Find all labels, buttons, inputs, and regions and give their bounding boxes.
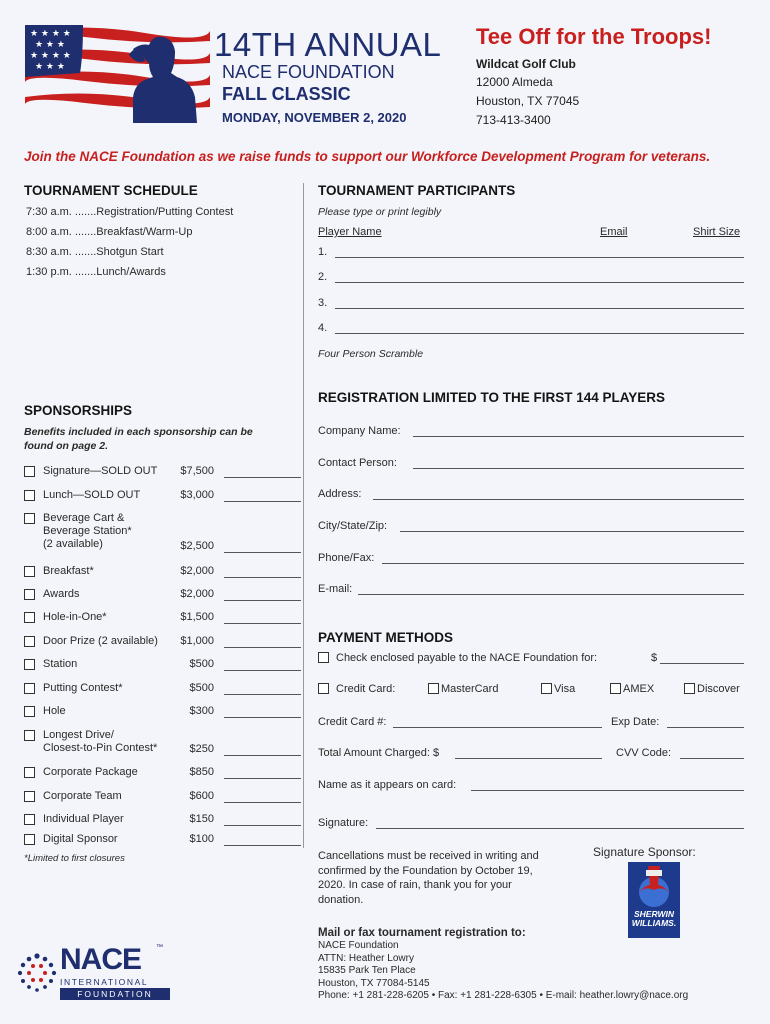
- schedule-item: 8:30 a.m. .......Shotgun Start: [26, 246, 164, 258]
- sponsorship-name: Station: [43, 658, 78, 670]
- visa-checkbox[interactable]: [541, 683, 552, 694]
- sponsorship-option[interactable]: [24, 790, 304, 804]
- player-entry-line[interactable]: [335, 257, 744, 258]
- sponsorship-option[interactable]: [24, 635, 304, 649]
- discover-label: Discover: [697, 683, 740, 695]
- credit-card-label: Credit Card:: [336, 683, 396, 695]
- sponsorship-option[interactable]: [24, 512, 304, 554]
- sponsorship-checkbox[interactable]: [24, 814, 35, 825]
- sponsorship-option[interactable]: [24, 658, 304, 672]
- quantity-line[interactable]: [224, 647, 301, 648]
- credit-card-option[interactable]: [318, 683, 744, 697]
- discover-checkbox[interactable]: [684, 683, 695, 694]
- email-field[interactable]: [318, 583, 744, 597]
- check-payment-option[interactable]: [318, 652, 744, 666]
- mastercard-label: MasterCard: [441, 683, 499, 695]
- schedule-title: TOURNAMENT SCHEDULE: [24, 183, 198, 198]
- sponsorships-footnote: *Limited to first closures: [24, 853, 125, 864]
- player-row-number: 1.: [318, 246, 328, 258]
- sponsorship-name: Corporate Package: [43, 766, 138, 778]
- sponsorship-price: $100: [189, 833, 214, 845]
- company-name-field[interactable]: [318, 425, 744, 439]
- event-date: MONDAY, NOVEMBER 2, 2020: [222, 110, 407, 125]
- name-on-card-line[interactable]: [471, 790, 744, 791]
- player-row[interactable]: [318, 322, 744, 336]
- event-organizer: NACE FOUNDATION: [222, 62, 395, 82]
- sponsorship-checkbox[interactable]: [24, 683, 35, 694]
- venue-city: Houston, TX 77045: [476, 94, 580, 108]
- field-label: Name as it appears on card:: [318, 779, 457, 791]
- sponsorship-price: $250: [189, 743, 214, 755]
- sponsorship-price: $1,000: [180, 635, 214, 647]
- player-row[interactable]: [318, 246, 744, 260]
- field-label: Address:: [318, 488, 362, 500]
- sponsorship-price: $150: [189, 813, 214, 825]
- sponsorship-checkbox[interactable]: [24, 636, 35, 647]
- address-field[interactable]: [318, 488, 744, 502]
- amex-checkbox[interactable]: [610, 683, 621, 694]
- quantity-line[interactable]: [224, 670, 301, 671]
- sponsorship-price: $300: [189, 705, 214, 717]
- mastercard-checkbox[interactable]: [428, 683, 439, 694]
- svg-text:★ ★ ★ ★: ★ ★ ★ ★: [30, 51, 71, 61]
- nace-wordmark: NACE: [60, 943, 142, 976]
- svg-text:★ ★ ★ ★: ★ ★ ★ ★: [30, 29, 71, 39]
- sponsorship-name: Breakfast*: [43, 565, 94, 577]
- sponsorship-name: Lunch—SOLD OUT: [43, 489, 141, 501]
- mail-line: NACE Foundation: [318, 940, 399, 951]
- participants-title: TOURNAMENT PARTICIPANTS: [318, 183, 516, 198]
- cancellation-policy: Cancellations must be received in writing and confirmed by the Foundation by October 19, 2020. In case of rain, thank you for your donation.: [318, 850, 539, 906]
- city-state-zip-field[interactable]: [318, 520, 744, 534]
- svg-text:★ ★ ★: ★ ★ ★: [35, 62, 65, 72]
- sponsorship-option[interactable]: [24, 813, 304, 827]
- schedule-item: 8:00 a.m. .......Breakfast/Warm-Up: [26, 226, 193, 238]
- sponsor-logo-text: SHERWIN: [634, 909, 674, 919]
- city-state-zip-line[interactable]: [400, 531, 744, 532]
- quantity-line[interactable]: [224, 552, 301, 553]
- intro-banner-text: Join the NACE Foundation as we raise funds to support our Workforce Development Program for veterans.: [24, 149, 711, 164]
- sponsorship-checkbox[interactable]: [24, 466, 35, 477]
- sponsorship-name: Hole: [43, 705, 66, 717]
- schedule-item: 7:30 a.m. .......Registration/Putting Contest: [26, 206, 234, 218]
- sponsorship-option[interactable]: [24, 565, 304, 579]
- quantity-line[interactable]: [224, 577, 301, 578]
- column-header-email: Email: [600, 226, 628, 238]
- venue-phone: 713-413-3400: [476, 113, 551, 127]
- sponsorship-name: Digital Sponsor: [43, 833, 118, 845]
- player-entry-line[interactable]: [335, 308, 744, 309]
- quantity-line[interactable]: [224, 623, 301, 624]
- venue-name: Wildcat Golf Club: [476, 57, 576, 71]
- sponsorship-name: Longest Drive/ Closest-to-Pin Contest*: [43, 729, 158, 754]
- mail-line: ATTN: Heather Lowry: [318, 952, 414, 964]
- address-line[interactable]: [373, 499, 744, 500]
- sponsorship-name: Individual Player: [43, 813, 124, 825]
- field-label: Contact Person:: [318, 457, 397, 469]
- sponsorship-price: $2,000: [180, 588, 214, 600]
- sponsorship-name: Awards: [43, 588, 80, 600]
- sponsorships-title: SPONSORSHIPS: [24, 403, 133, 418]
- sponsorship-checkbox[interactable]: [24, 767, 35, 778]
- sponsor-logo-text: WILLIAMS.: [631, 918, 677, 928]
- flag-soldier-salute-image: [25, 25, 210, 123]
- quantity-line[interactable]: [224, 845, 301, 846]
- quantity-line[interactable]: [224, 825, 301, 826]
- exp-date-label: Exp Date:: [611, 716, 660, 728]
- quantity-line[interactable]: [224, 717, 301, 718]
- card-number-line[interactable]: [393, 727, 602, 728]
- participants-instruction: Please type or print legibly: [318, 206, 442, 218]
- sponsorship-checkbox[interactable]: [24, 513, 35, 524]
- nace-globe-icon: [14, 950, 60, 996]
- check-payment-label: Check enclosed payable to the NACE Foundation for:: [336, 652, 598, 664]
- sponsorship-checkbox[interactable]: [24, 490, 35, 501]
- sponsorship-option[interactable]: [24, 705, 304, 719]
- tournament-format: Four Person Scramble: [318, 348, 424, 360]
- field-label: Phone/Fax:: [318, 552, 375, 564]
- player-row[interactable]: [318, 271, 744, 285]
- sherwin-williams-logo: [628, 862, 680, 938]
- credit-card-checkbox[interactable]: [318, 683, 329, 694]
- sponsorship-option[interactable]: [24, 766, 304, 780]
- mail-line: Houston, TX 77084-5145: [318, 977, 430, 989]
- sponsorship-name: Hole-in-One*: [43, 611, 107, 623]
- name-on-card-field[interactable]: [318, 779, 744, 793]
- quantity-line[interactable]: [224, 755, 301, 756]
- sponsorship-price: $500: [189, 658, 214, 670]
- sponsorship-option[interactable]: [24, 489, 304, 503]
- field-label: E-mail:: [318, 583, 353, 595]
- quantity-line[interactable]: [224, 778, 301, 779]
- quantity-line[interactable]: [224, 501, 301, 502]
- sponsorship-price: $2,500: [180, 540, 214, 552]
- sponsorship-price: $500: [189, 682, 214, 694]
- payment-title: PAYMENT METHODS: [318, 630, 454, 645]
- card-number-row[interactable]: [318, 716, 744, 730]
- sponsorship-checkbox[interactable]: [24, 566, 35, 577]
- sponsorship-checkbox[interactable]: [24, 834, 35, 845]
- sponsorship-price: $850: [189, 766, 214, 778]
- sponsorship-price: $7,500: [180, 465, 214, 477]
- sponsorship-name: Corporate Team: [43, 790, 122, 802]
- mail-line: 15835 Park Ten Place: [318, 965, 416, 977]
- globe-paint-icon: [634, 866, 674, 910]
- field-label: City/State/Zip:: [318, 520, 388, 532]
- total-charged-label: Total Amount Charged: $: [318, 747, 440, 759]
- column-header-player-name: Player Name: [318, 226, 382, 238]
- exp-date-line[interactable]: [667, 727, 744, 728]
- registration-title: REGISTRATION LIMITED TO THE FIRST 144 PLAYERS: [318, 390, 666, 405]
- player-row-number: 2.: [318, 271, 328, 283]
- sponsorship-price: $600: [189, 790, 214, 802]
- event-name: FALL CLASSIC: [222, 84, 351, 104]
- nace-foundation-logo: [14, 944, 164, 1002]
- amex-label: AMEX: [623, 683, 655, 695]
- sponsorship-price: $1,500: [180, 611, 214, 623]
- sponsorship-name: Putting Contest*: [43, 682, 123, 694]
- field-label: Signature:: [318, 817, 369, 829]
- sponsorship-price: $2,000: [180, 565, 214, 577]
- quantity-line[interactable]: [224, 694, 301, 695]
- sponsorship-price: $3,000: [180, 489, 214, 501]
- signature-line[interactable]: [376, 828, 744, 829]
- column-header-shirt-size: Shirt Size: [693, 226, 741, 238]
- player-row-number: 4.: [318, 322, 328, 334]
- mail-to-address: [318, 940, 688, 1003]
- sponsorship-option[interactable]: [24, 611, 304, 625]
- player-entry-line[interactable]: [335, 282, 744, 283]
- check-dollar-sign: $: [651, 652, 658, 664]
- total-charged-row[interactable]: [318, 747, 744, 761]
- logo-international: INTERNATIONAL: [60, 977, 149, 987]
- sponsorship-option[interactable]: [24, 588, 304, 602]
- sponsorship-option[interactable]: [24, 729, 304, 757]
- contact-person-line[interactable]: [413, 468, 744, 469]
- field-label: Company Name:: [318, 425, 401, 437]
- trademark-mark: ™: [156, 944, 163, 951]
- visa-label: Visa: [554, 683, 576, 695]
- sponsorship-checkbox[interactable]: [24, 791, 35, 802]
- sponsorship-name: Signature—SOLD OUT: [43, 465, 158, 477]
- sponsorship-checkbox[interactable]: [24, 589, 35, 600]
- check-checkbox[interactable]: [318, 652, 329, 663]
- venue-street: 12000 Almeda: [476, 75, 553, 89]
- logo-foundation: FOUNDATION: [60, 988, 170, 1000]
- sponsorship-checkbox[interactable]: [24, 706, 35, 717]
- player-row[interactable]: [318, 297, 744, 311]
- sponsorship-option[interactable]: [24, 833, 304, 847]
- total-charged-line[interactable]: [455, 758, 602, 759]
- cvv-label: CVV Code:: [616, 747, 672, 759]
- player-entry-line[interactable]: [335, 333, 744, 334]
- quantity-line[interactable]: [224, 477, 301, 478]
- sponsorship-option[interactable]: [24, 682, 304, 696]
- phone-fax-line[interactable]: [382, 563, 744, 564]
- sponsorship-checkbox[interactable]: [24, 730, 35, 741]
- card-number-label: Credit Card #:: [318, 716, 387, 728]
- event-edition-heading: 14TH ANNUAL: [214, 26, 442, 63]
- event-tagline: Tee Off for the Troops!: [476, 24, 712, 49]
- signature-field[interactable]: [318, 817, 744, 831]
- phone-fax-field[interactable]: [318, 552, 744, 566]
- mail-contact-line: Phone: +1 281-228-6205 • Fax: +1 281-228-6305 • E-mail: heather.lowry@nace.org: [318, 990, 689, 1002]
- sponsorship-checkbox[interactable]: [24, 659, 35, 670]
- email-line[interactable]: [358, 594, 744, 595]
- sponsorship-name: Door Prize (2 available): [43, 635, 158, 647]
- signature-sponsor-label: Signature Sponsor:: [593, 845, 696, 859]
- sponsorships-note: Benefits included in each sponsorship can be found on page 2.: [24, 426, 253, 452]
- sponsorship-option[interactable]: [24, 465, 304, 479]
- sponsorship-name: Beverage Cart & Beverage Station* (2 available): [43, 512, 132, 550]
- player-row-number: 3.: [318, 297, 328, 309]
- schedule-item: 1:30 p.m. .......Lunch/Awards: [26, 266, 166, 278]
- cvv-line[interactable]: [680, 758, 744, 759]
- mail-to-title: Mail or fax tournament registration to:: [318, 927, 526, 939]
- quantity-line[interactable]: [224, 600, 301, 601]
- company-name-line[interactable]: [413, 436, 744, 437]
- sponsorship-checkbox[interactable]: [24, 612, 35, 623]
- quantity-line[interactable]: [224, 802, 301, 803]
- contact-person-field[interactable]: [318, 457, 744, 471]
- svg-text:★ ★ ★: ★ ★ ★: [35, 40, 65, 50]
- check-amount-line[interactable]: [660, 663, 744, 664]
